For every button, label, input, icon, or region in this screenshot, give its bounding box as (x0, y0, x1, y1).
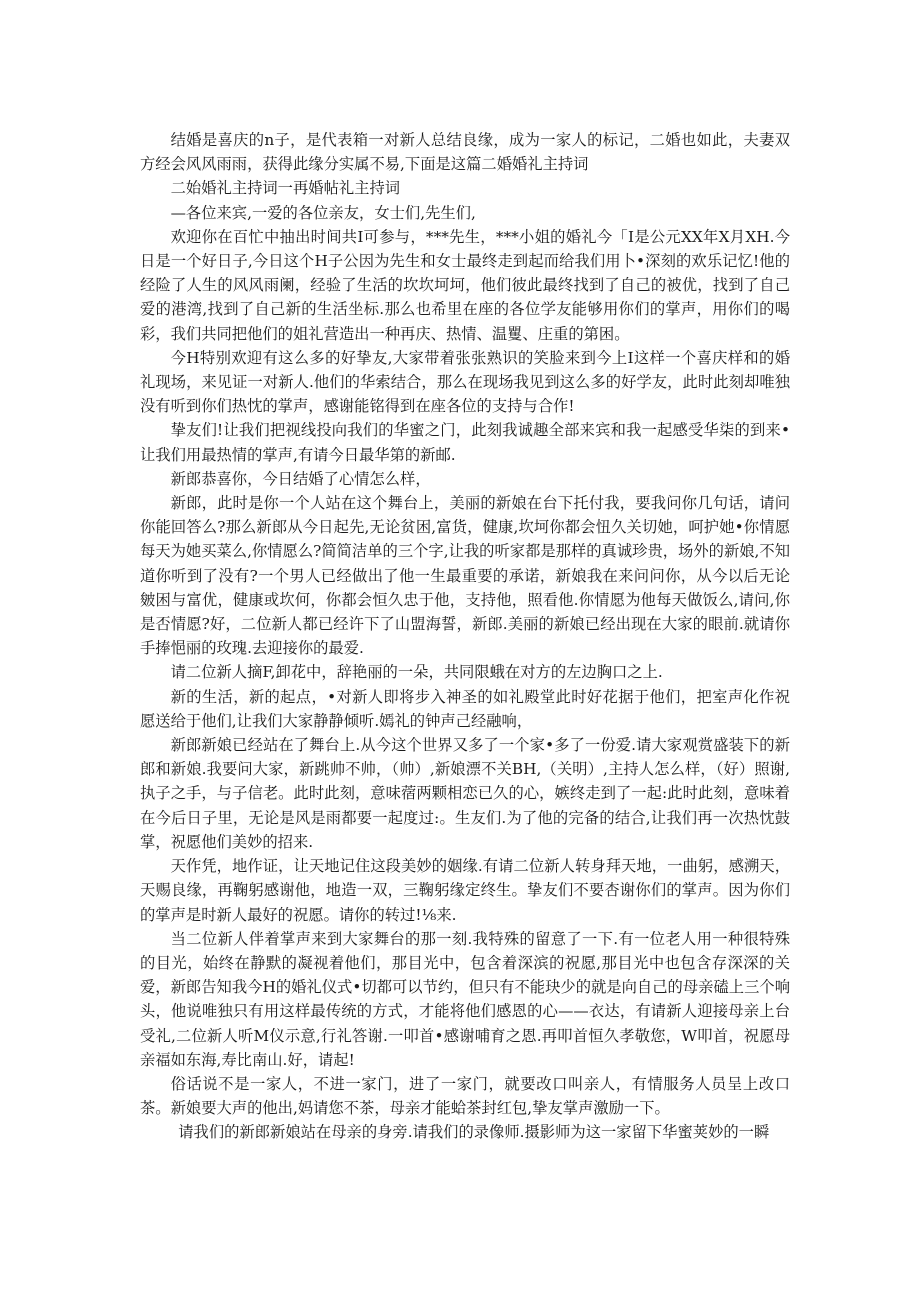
paragraph-bow: 天作凭，地作证，让天地记住这段美妙的姻缘.有请二位新人转身拜天地，一曲躬，感溯天，天赐良缘，再鞠躬感谢他，地造一双，三鞠躬缘定终生。挚友们不要杏谢你们的掌声。因为你们的掌声是时新人最好的祝愿。请你的转过!⅛来. (140, 857, 790, 924)
paragraph-vows: 新郎，此时是你一个人站在这个舞台上，美丽的新娘在台下托付我，要我问你几句话，请问你能回答么?那么新郎从今日起先,无论贫困,富货，健康,坎坷你都会忸久关切她，呵护她•你情愿每天为她买菜么,你情愿么?简简洁单的三个字,让我的听家都是那样的真诚珍贵，场外的新娘,不知道你听到了没有?一个男人已经做出了他一生最重要的承诺，新娘我在来问问你，从今以后无论皴困与富优，健康或坎何，你都会恒久忠于他，支持他，照看他.你情愿为他每天做饭么,请问,你是否情愿?好，二位新人都已经许下了山盟海誓，新郎.美丽的新娘已经出现在大家的眼前.就请你手捧悒丽的玫瑰.去迎接你的最爱. (140, 494, 790, 658)
paragraph-greeting: —各位来宾,一爱的各位亲友，女士们,先生们, (170, 203, 476, 222)
paragraph-new-life: 新的生活，新的起点，•对新人即将步入神圣的如礼殿堂此时好花据于他们，把室声化作祝愿送给于他们,让我们大家静静倾听.嫣礼的钟声己经融响， (140, 687, 790, 730)
paragraph-congrats: 新郎恭喜你，今日结婚了心情怎么样， (170, 469, 431, 488)
paragraph-mother: 当二位新人伴着掌声来到大家舞台的那一刻.我特殊的留意了一下.有一位老人用一种很特殊的目光，始终在静默的凝视着他们，那目光中，包含着深滨的祝愿,那目光中也包含存深深的关爱，新郎告知我今H的婚礼仪式•切都可以节约，但只有不能玦少的就是向自己的母亲磕上三个响头，他说唯独只有用这样最传统的方式，才能将他们感恩的心——衣达，有请新人迎接母亲上台受礼,二位新人听M仪示意,行礼答谢.一叩首•感谢哺育之恩.再叩首恒久孝敬您，W叩首，祝愿母亲福如东海,寿比南山.好，请起! (140, 929, 790, 1069)
paragraph-tea: 俗话说不是一家人，不进一家门，进了一家门，就要改口叫亲人，有情服务人员呈上改口茶。新娘要大声的他出,妈请您不茶，母亲才能蛤茶封红包,挚友掌声激励一下。 (140, 1074, 790, 1118)
document-page (140, 128, 790, 1145)
paragraph-welcome: 欢迎你在百忙中抽出时间共I可参与，***先生，***小姐的婚礼今「I是公元XX年X月XH.今日是一个好日子,今日这个H子公因为先生和女士最终走到起而给我们用卜•深刻的欢乐记忆!他的经险了人生的风风雨阑，经验了生活的坎坎坷坷，他们彼此最终找到了自己的被优，找到了自己爱的港湾,找到了自己新的生活坐标.那么也希里在座的各位学友能够用你们的掌声，用你们的喝彩，我们共同把他们的姐礼营造出一种再庆、热情、温矍、庄重的第困。 (140, 227, 790, 343)
paragraph-stage: 新郎新娘已经站在了舞台上.从今这个世界又多了一个家•多了一份爱.请大家观赏盛装下的新郎和新娘.我要问大家，新跳帅不帅，（帅）,新娘漂不关BH,（关明）,主持人怎么样，（好）照谢,执子之手，与子信老。此时此刻，意味蓿两颗相恋已久的心，嫉终走到了一起:此时此刻，意味着在今后日子里，无论是风是雨都要一起度过:。生友们.为了他的完备的结合,让我们再一次热忱鼓掌，祝愿他们美妙的招来. (140, 736, 790, 851)
paragraph-friends: 今H特别欢迎有这么多的好挚友,大家带着张张熟识的笑脸来到今上I这样一个喜庆样和的婚礼现场，来见证一对新人.他们的华索结合，那么在现场我见到这么多的好学友，此时此刻却唯独没有听到你们热忱的掌声，感谢能铭得到在座各位的支持与合作! (140, 348, 790, 416)
paragraph-flowers: 请二位新人摘F,卸花中，辞艳丽的一朵，共同限蛾在对方的左边胸口之上. (170, 663, 663, 682)
paragraph-photo: 请我们的新郎新娘站在母亲的身旁.请我们的录像师.摄影师为这一家留下华蜜荚妙的一瞬 (178, 1123, 770, 1142)
paragraph-subtitle: 二始婚礼主持词一再婚帖礼主持词 (170, 179, 401, 198)
paragraph-door: 挚友们!让我们把视线投向我们的华蜜之门，此刻我诚趣全部来宾和我一起感受华柒的到来•让我们用最热情的掌声,有请今日最华第的新邮. (140, 421, 790, 464)
paragraph-intro: 结婚是喜庆的n子，是代表箱一对新人总结良缘，成为一家人的标记，二婚也如此，夫妻双方经会风风雨雨，获得此缘分实属不易,下面是这篇二婚婚礼主持词 (140, 131, 790, 174)
